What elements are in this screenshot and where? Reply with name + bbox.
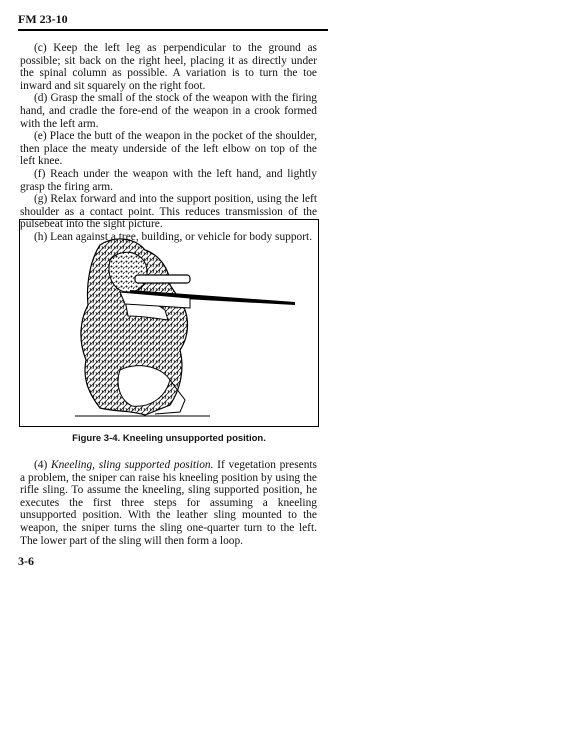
paragraph-g: (g) Relax forward and into the support position, using the left shoulder as a contact point. This reduces transmission of the pulsebeat into the sight picture. [20, 193, 317, 231]
paragraph-f: (f) Reach under the weapon with the left hand, and lightly grasp the firing arm. [20, 167, 317, 193]
paragraph-4-lead: (4) [34, 459, 52, 471]
paragraph-h: (h) Lean against a tree, building, or vehicle for body support. [34, 230, 313, 243]
paragraph-4-text: If vegetation presents a problem, the sniper can raise his kneeling position by using the rifle sling. To assume the kneeling, sling supported position, he executes the first three steps for assuming a kneeling unsupported position. With the leather sling mounted to the weapon, the sniper turns the sling one-quarter turn to the left. The lower part of the sling will then form a loop. [20, 459, 317, 547]
page-number: 3-6 [18, 554, 34, 568]
paragraph-block-top [20, 42, 317, 244]
paragraph-e: (e) Place the butt of the weapon in the pocket of the shoulder, then place the meaty underside of the left elbow on top of the left knee. [20, 130, 317, 168]
header-rule [18, 29, 328, 31]
paragraph-d: (d) Grasp the small of the stock of the weapon with the firing hand, and cradle the fore-end of the weapon in a crook formed with the left arm. [20, 92, 317, 130]
page-header [18, 12, 328, 26]
paragraph-4-heading: Kneeling, sling supported position. [51, 459, 214, 471]
figure-caption: Figure 3-4. Kneeling unsupported position. [72, 433, 266, 444]
paragraph-4 [20, 459, 317, 547]
figure-frame [19, 219, 319, 427]
paragraph-c: (c) Keep the left leg as perpendicular to the ground as possible; sit back on the right heel, placing it as directly under the spinal column as possible. A variation is to turn the toe inward and sit squarely on the right foot. [20, 42, 317, 92]
paragraph-block-bottom [20, 459, 317, 547]
sniper-kneeling-illustration [20, 220, 317, 425]
header-title: FM 23-10 [18, 12, 68, 26]
